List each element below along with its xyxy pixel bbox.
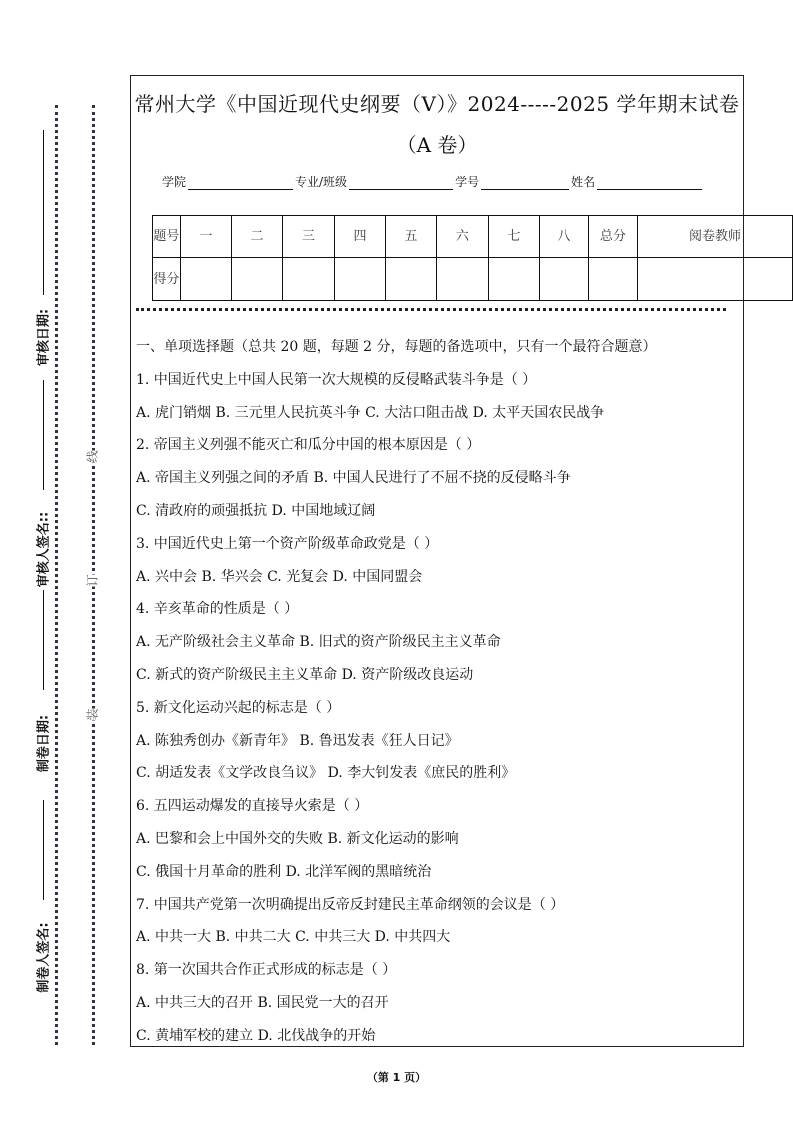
question-stem: 6. 五四运动爆发的直接导火索是（ ） xyxy=(136,798,369,815)
cut-mark-zhuang: 装 xyxy=(85,708,100,721)
question xyxy=(136,593,657,691)
question-options: C. 清政府的顽强抵抗 D. 中国地域辽阔 xyxy=(136,502,376,519)
question-options: C. 俄国十月革命的胜利 D. 北洋军阀的黑暗统治 xyxy=(136,863,432,880)
column-header: 五 xyxy=(385,216,436,258)
cut-mark-xian: 线 xyxy=(85,450,100,463)
column-header: 七 xyxy=(488,216,539,258)
score-cell[interactable] xyxy=(180,258,231,301)
question xyxy=(136,692,657,790)
major-class-label: 专业/班级 xyxy=(295,175,348,189)
question-options: A. 帝国主义列强之间的矛盾 B. 中国人民进行了不屈不挠的反侵略斗争 xyxy=(136,470,571,487)
score-cell[interactable] xyxy=(335,258,385,301)
question-stem: 3. 中国近代史上第一个资产阶级革命政党是（ ） xyxy=(136,535,439,552)
name-field[interactable] xyxy=(597,176,702,190)
column-header: 八 xyxy=(540,216,589,258)
page-number: （第 1 页） xyxy=(366,1071,427,1084)
question-section xyxy=(136,331,657,1053)
exam-title: 常州大学《中国近现代史纲要（V）》2024-----2025 学年期末试卷 xyxy=(134,92,740,116)
column-header: 阅卷教师 xyxy=(638,216,793,258)
preparer-signature-label: 制卷人签名: xyxy=(36,922,52,993)
column-header: 三 xyxy=(282,216,334,258)
question-options: C. 胡适发表《文学改良刍议》 D. 李大钊发表《庶民的胜利》 xyxy=(136,765,516,782)
signature-line xyxy=(43,800,44,900)
score-cell[interactable] xyxy=(282,258,334,301)
question-stem: 8. 第一次国共合作正式形成的标志是（ ） xyxy=(136,962,397,979)
reviewer-signature-label: 审核人签名:: xyxy=(36,511,52,588)
question xyxy=(136,364,657,430)
college-label: 学院 xyxy=(162,175,187,189)
score-cell[interactable] xyxy=(437,258,488,301)
section-heading: 一、单项选择题（总共 20 题，每题 2 分，每题的备选项中，只有一个最符合题意） xyxy=(136,339,657,355)
question-stem: 1. 中国近代史上中国人民第一次大规模的反侵略武装斗争是（ ） xyxy=(136,371,537,388)
signature-line xyxy=(43,380,44,490)
column-header: 六 xyxy=(437,216,488,258)
score-cell[interactable] xyxy=(638,258,793,301)
student-id-field[interactable] xyxy=(481,176,569,190)
binding-dotted-line xyxy=(55,105,58,1045)
college-field[interactable] xyxy=(188,176,293,190)
question-stem: 2. 帝国主义列强不能灭亡和瓜分中国的根本原因是（ ） xyxy=(136,437,481,454)
score-cell[interactable] xyxy=(588,258,638,301)
question-options: A. 中共三大的召开 B. 国民党一大的召开 xyxy=(136,994,389,1011)
question-options: C. 新式的资产阶级民主主义革命 D. 资产阶级改良运动 xyxy=(136,666,474,683)
review-date-label: 审核日期: xyxy=(36,308,52,367)
question xyxy=(136,429,657,527)
score-cell[interactable] xyxy=(232,258,282,301)
separator-dotted-line xyxy=(136,308,726,311)
score-cell[interactable] xyxy=(540,258,589,301)
score-cell[interactable] xyxy=(385,258,436,301)
name-label: 姓名 xyxy=(571,175,596,189)
question-number-header: 题号 xyxy=(153,216,181,258)
question-options: A. 中共一大 B. 中共二大 C. 中共三大 D. 中共四大 xyxy=(136,929,451,946)
question-stem: 4. 辛亥革命的性质是（ ） xyxy=(136,601,299,618)
question-stem: 7. 中国共产党第一次明确提出反帝反封建民主革命纲领的会议是（ ） xyxy=(136,896,565,913)
signature-line xyxy=(43,590,44,690)
score-row-header: 得分 xyxy=(153,258,181,301)
question-options: A. 巴黎和会上中国外交的失败 B. 新文化运动的影响 xyxy=(136,830,459,847)
question-options: A. 无产阶级社会主义革命 B. 旧式的资产阶级民主主义革命 xyxy=(136,634,501,651)
question-options: A. 兴中会 B. 华兴会 C. 光复会 D. 中国同盟会 xyxy=(136,568,423,585)
student-info-row xyxy=(162,173,704,190)
signature-line xyxy=(43,130,44,295)
cut-mark-ding: 订 xyxy=(85,574,100,587)
question xyxy=(136,790,657,888)
question xyxy=(136,954,657,1052)
question-options: A. 虎门销烟 B. 三元里人民抗英斗争 C. 大沽口阻击战 D. 太平天国农民战争 xyxy=(136,404,605,421)
question xyxy=(136,889,657,955)
preparation-date-label: 制卷日期: xyxy=(36,714,52,773)
question-options: C. 黄埔军校的建立 D. 北伐战争的开始 xyxy=(136,1027,376,1044)
column-header: 一 xyxy=(180,216,231,258)
student-id-label: 学号 xyxy=(455,175,480,189)
column-header: 二 xyxy=(232,216,282,258)
major-class-field[interactable] xyxy=(349,176,453,190)
question xyxy=(136,528,657,594)
column-header: 四 xyxy=(335,216,385,258)
score-cell[interactable] xyxy=(488,258,539,301)
column-header: 总分 xyxy=(588,216,638,258)
exam-subtitle: （A 卷） xyxy=(396,133,478,157)
question-options: A. 陈独秀创办《新青年》 B. 鲁迅发表《狂人日记》 xyxy=(136,732,459,749)
score-table xyxy=(152,215,793,301)
question-stem: 5. 新文化运动兴起的标志是（ ） xyxy=(136,699,341,716)
